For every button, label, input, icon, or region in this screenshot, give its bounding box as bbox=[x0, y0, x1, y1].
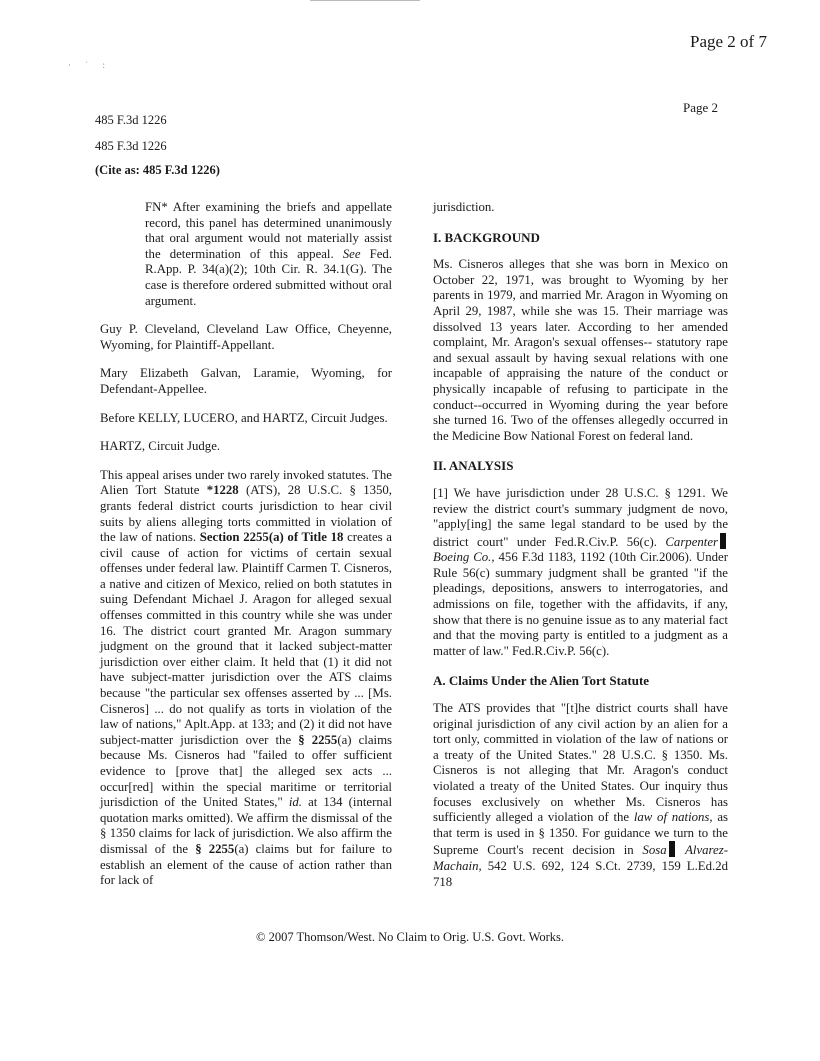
opinion-text: (a) claims but for failure to establish an element of the cause of action rather than for lack of bbox=[100, 841, 392, 888]
counsel-defendant: Mary Elizabeth Galvan, Laramie, Wyoming, for Defendant-Appellee. bbox=[100, 366, 392, 396]
citation-line-2: 485 F.3d 1226 bbox=[95, 139, 167, 153]
analysis-paragraph bbox=[433, 486, 728, 660]
ats-text: 542 U.S. 692, 124 S.Ct. 2739, 159 L.Ed.2d 718 bbox=[433, 858, 728, 889]
panel-judges: Before KELLY, LUCERO, and HARTZ, Circuit Judges. bbox=[100, 410, 388, 425]
opinion-author: HARTZ, Circuit Judge. bbox=[100, 439, 221, 454]
footnote-text-2: Fed. R.App. P. 34(a)(2); 10th Cir. R. 34.1(G). The case is therefore ordered submitted without oral argument. bbox=[145, 246, 392, 308]
page-number: Page 2 bbox=[683, 100, 719, 115]
opinion-text: This appeal arises under two rarely invoked statutes. The Alien Tort Statute bbox=[100, 467, 392, 498]
case-name: Carpenter bbox=[665, 534, 718, 549]
footnote bbox=[145, 200, 392, 309]
statute-link[interactable]: Section 2255(a) of Title 18 bbox=[199, 530, 344, 545]
left-column bbox=[100, 200, 392, 902]
counsel-plaintiff: Guy P. Cleveland, Cleveland Law Office, Cheyenne, Wyoming, for Plaintiff-Appellant. bbox=[100, 322, 392, 352]
scan-specks: · ˙ : bbox=[68, 60, 111, 70]
background-paragraph: Ms. Cisneros alleges that she was born in Mexico on October 22, 1971, was brought to Wyoming by her parents in 1979, and married Mr. Aragon in Wyoming on April 29, 1987, while she was 15. Their marriage was dissolved 13 years later. According to her amended complaint, Mr. Aragon's sexual offenses-- statutory rape and sexual assault by having sexual relations with one incapable of appraising the nature of the conduct or physically incapable of refusing to participate in the conduct--occurred in Wyoming during the year before she turned 16. Two of the offenses allegedly occurred in the Medicine Bow National Forest on federal land. bbox=[433, 257, 728, 443]
citation-line-1: 485 F.3d 1226 bbox=[95, 113, 167, 127]
opinion-text: (a) claims because Ms. Cisneros had "failed to offer sufficient evidence to [prove that] the alleged sex acts ... occur[red] within the special maritime or territorial jurisdiction of the United States," bbox=[100, 732, 393, 810]
copyright-footer: © 2007 Thomson/West. No Claim to Orig. U.S. Govt. Works. bbox=[255, 930, 565, 944]
opinion-text: (ATS), 28 U.S.C. § 1350, grants federal district courts jurisdiction to hear civil suits by aliens alleging torts committed in violation of the law of nations. bbox=[100, 483, 392, 545]
id-cite: id. bbox=[288, 795, 302, 810]
case-name: Alvarez-Machain, bbox=[433, 843, 728, 873]
star-page: *1228 bbox=[206, 483, 239, 498]
statute-link[interactable]: § 2255 bbox=[298, 732, 338, 747]
ats-text: The ATS provides that "[t]he district courts shall have original jurisdiction of any civil action by an alien for a tort only, committed in violation of the law of nations or a treaty of the United States." 28 U.S.C. § 1350. Ms. Cisneros is not alleging that Mr. Aragon's conduct violated a treaty of the United States. Our inquiry thus focuses exclusively on whether Ms. Cisneros has sufficiently alleged a violation of the bbox=[433, 701, 728, 825]
case-name: Sosa bbox=[642, 843, 667, 858]
statute-link[interactable]: § 2255 bbox=[195, 841, 235, 856]
opinion-text: creates a civil cause of action for victims of certain sexual offenses under federal law. Plaintiff Carmen T. Cisneros, a native and citizen of Mexico, relied on both statutes in suing Defendant Michael J. Aragon for alleged sexual offenses committed in this country while she was under 16. The district court granted Mr. Aragon summary judgment on the ground that it lacked subject-matter jurisdiction over either claim. It held that (1) it did not have subject-matter jurisdiction over the ATS claims because "the particular sex offenses asserted by ... [Ms. Cisneros] ... do not qualify as torts in violation of the law of nations," Aplt.App. at 133; and (2) it did not have subject-matter jurisdiction over the bbox=[100, 530, 392, 747]
footnote-text: FN* After examining the briefs and appellate record, this panel has determined unanimously that oral argument would not materially assist the determination of this appeal. bbox=[145, 200, 392, 261]
heading-analysis: II. ANALYSIS bbox=[433, 458, 514, 474]
case-name: Boeing Co., bbox=[433, 550, 495, 565]
law-of-nations: law of nations, bbox=[633, 810, 713, 825]
redaction-mark bbox=[720, 533, 726, 549]
ats-paragraph bbox=[433, 701, 728, 890]
heading-ats: A. Claims Under the Alien Tort Statute bbox=[433, 673, 650, 689]
ats-text: as that term is used in § 1350. For guidance we turn to the Supreme Court's recent decision in bbox=[433, 810, 728, 858]
opinion-paragraph bbox=[100, 468, 392, 889]
right-column bbox=[433, 200, 728, 903]
page-of-label: Page 2 of 7 bbox=[690, 32, 767, 51]
scan-artifact-line bbox=[310, 0, 420, 1]
footnote-see: See bbox=[342, 246, 361, 261]
opinion-text: at 134 (internal quotation marks omitted). We affirm the dismissal of the § 1350 claims for lack of jurisdiction. We also affirm the dismissal of the bbox=[100, 795, 393, 856]
analysis-text: [1] We have jurisdiction under 28 U.S.C. § 1291. We review the district court's summary judgment de novo, "apply[ing] the same legal standard to be used by the district court" under Fed.R.Civ.P. 56(c). bbox=[433, 485, 728, 549]
heading-background: I. BACKGROUND bbox=[433, 229, 540, 245]
redaction-mark bbox=[669, 841, 675, 857]
cite-as-line: (Cite as: 485 F.3d 1226) bbox=[95, 163, 220, 177]
analysis-text: 456 F.3d 1183, 1192 (10th Cir.2006). Under Rule 56(c) summary judgment shall be granted "if the pleadings, depositions, answers to interrogatories, and admissions on file, together with the affidavits, if any, show that there is no genuine issue as to any material fact and that the moving party is entitled to a judgment as a matter of law." Fed.R.Civ.P. 56(c). bbox=[433, 550, 728, 658]
continuation-text: jurisdiction. bbox=[433, 200, 495, 214]
